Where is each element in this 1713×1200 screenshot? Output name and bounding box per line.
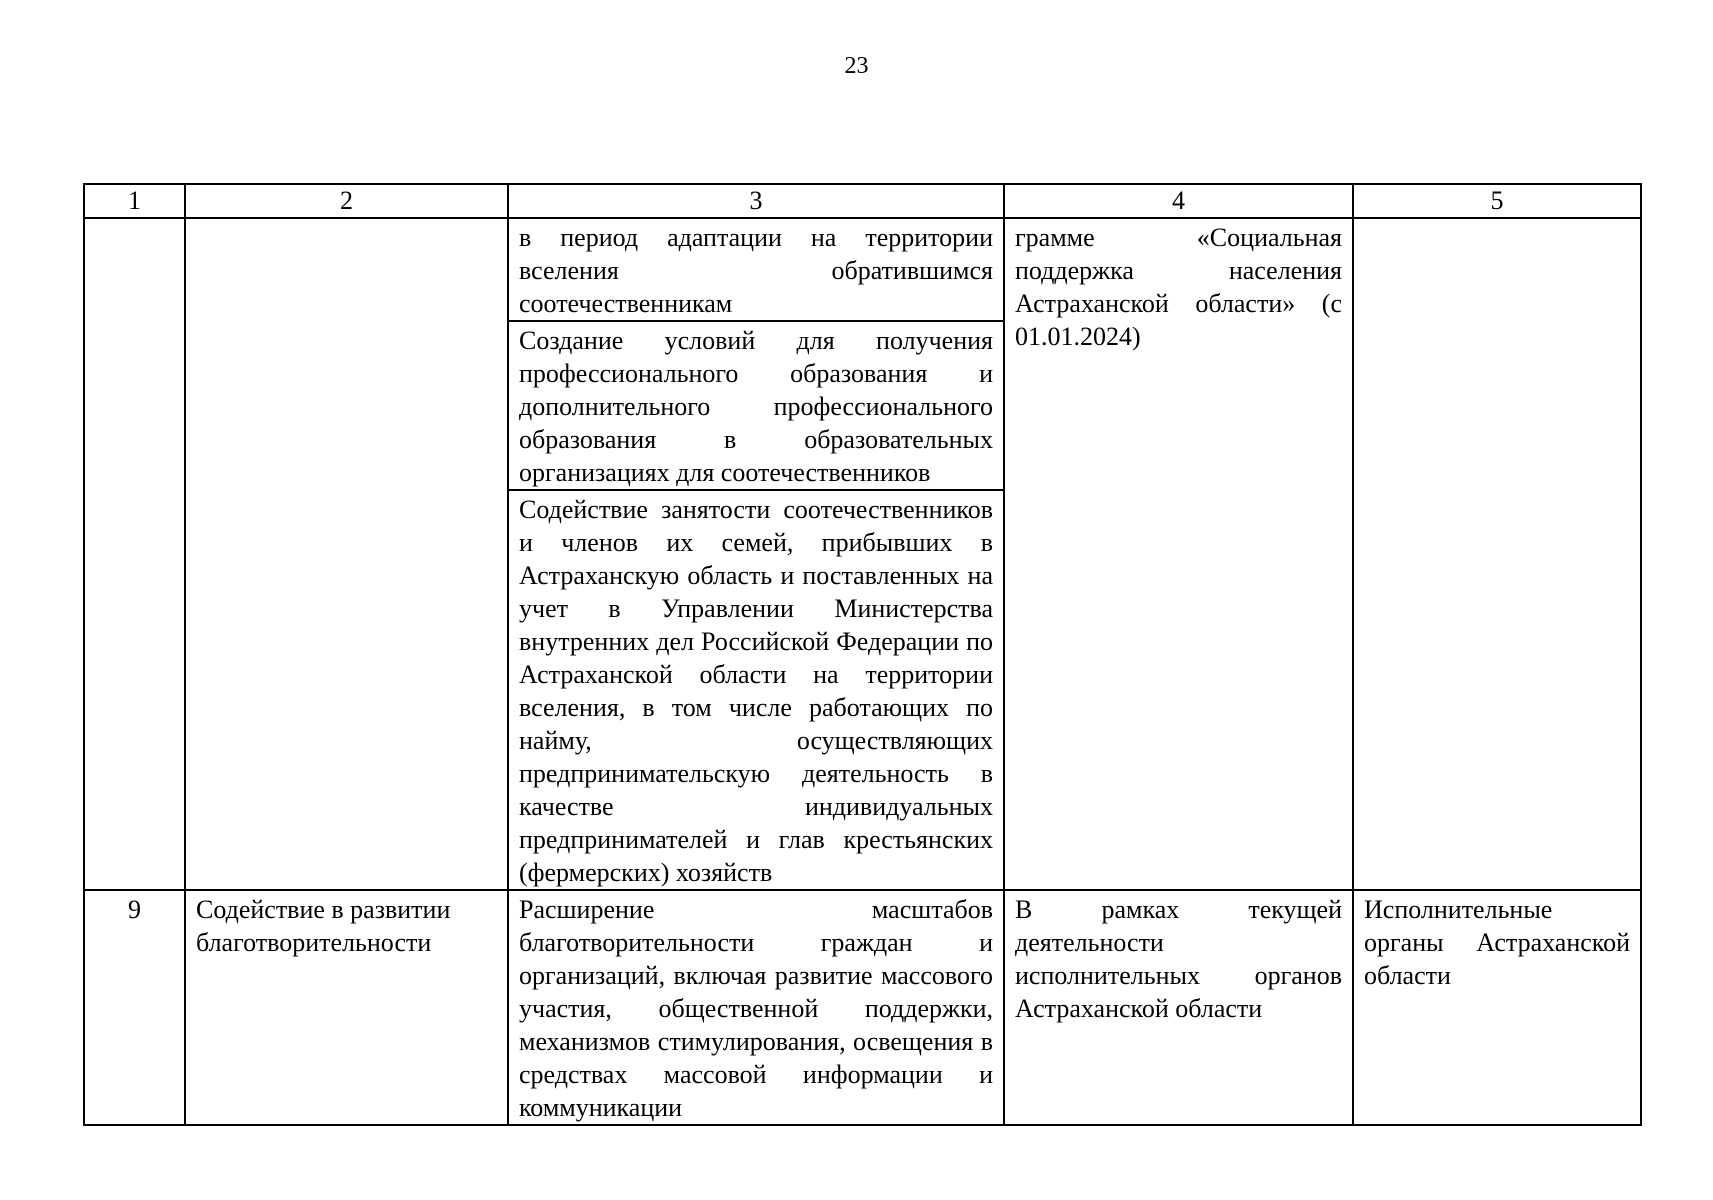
continuation-measure-cell — [185, 218, 508, 890]
row-9-content-cell: Расширение масштабов благотворительности граждан и организаций, включая развитие массового участия, общественной поддержки, механизмов стимулирования, освещения в средствах массовой информации и коммуникации — [508, 890, 1004, 1125]
row-9-executor-cell: Исполнительные органы Астраханской области — [1353, 890, 1641, 1125]
column-header-3: 3 — [508, 184, 1004, 218]
row-9-number-cell: 9 — [84, 890, 185, 1125]
continuation-financing-cell: грамме «Социальная поддержка населения Астраханской области» (с 01.01.2024) — [1004, 218, 1353, 890]
measures-table — [83, 183, 1642, 1126]
column-header-2: 2 — [185, 184, 508, 218]
continuation-content-cell-3: Содействие занятости соотечественников и членов их семей, прибывших в Астраханскую область и поставленных на учет в Управлении Министерства внутренних дел Российской Федерации по Астраханской области на территории вселения, в том числе работающих по найму, осуществляющих предпринимательскую деятельность в качестве индивидуальных предпринимателей и глав крестьянских (фермерских) хозяйств — [508, 490, 1004, 890]
table-row — [84, 218, 1641, 321]
row-9-measure-cell: Содействие в развитии благотворительности — [185, 890, 508, 1125]
continuation-number-cell — [84, 218, 185, 890]
page-number: 23 — [844, 53, 869, 79]
continuation-content-cell-2: Создание условий для получения профессионального образования и дополнительного профессионального образования в образовательных организациях для соотечественников — [508, 321, 1004, 490]
column-header-4: 4 — [1004, 184, 1353, 218]
continuation-content-cell-1: в период адаптации на территории вселения обратившимся соотечественникам — [508, 218, 1004, 321]
table-header-row — [84, 184, 1641, 218]
table-row — [84, 890, 1641, 1125]
column-header-5: 5 — [1353, 184, 1641, 218]
continuation-executor-cell — [1353, 218, 1641, 890]
row-9-financing-cell: В рамках текущей деятельности исполнительных органов Астраханской области — [1004, 890, 1353, 1125]
column-header-1: 1 — [84, 184, 185, 218]
